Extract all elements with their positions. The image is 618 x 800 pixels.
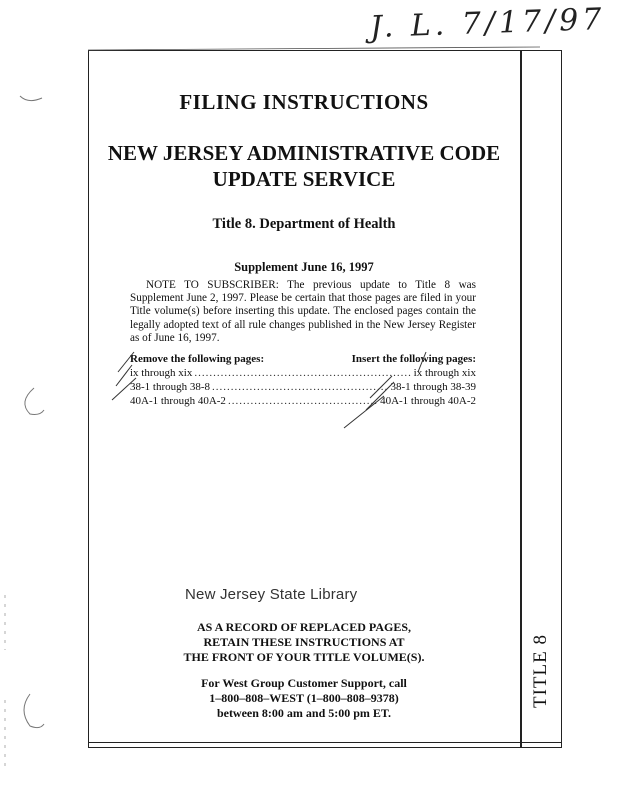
retain-line-3: THE FRONT OF YOUR TITLE VOLUME(S). [183,650,425,664]
support-line-3: between 8:00 am and 5:00 pm ET. [216,706,392,720]
remove-pages: 40A-1 through 40A-2 [130,395,226,407]
support-line-1: For West Group Customer Support, call [201,676,407,690]
table-row [130,394,476,408]
handwritten-initials-date: J. L. 7/17/97 [369,1,606,46]
subscriber-note-text: NOTE TO SUBSCRIBER: The previous update to Title 8 was Supplement June 2, 1997. Please be certain that those pages are filed in your Title volume(s) before inserting this update. The enclosed pages contain the legally adopted text of all rule changes published in the New Jersey Register as of June 16, 1997. [130,279,476,344]
table-row [130,380,476,394]
page-title: FILING INSTRUCTIONS [179,90,429,114]
side-divider [520,50,522,748]
remove-pages: ix through xix [130,367,193,379]
leader-dots [228,394,378,408]
insert-pages: 38-1 through 38-39 [390,381,476,393]
remove-header: Remove the following pages: [130,353,265,365]
insert-pages: ix through xix [413,367,476,379]
code-heading-line-2: UPDATE SERVICE [212,167,396,191]
remove-pages: 38-1 through 38-8 [130,381,211,393]
leader-dots [212,380,388,394]
customer-support [88,676,520,721]
code-heading [88,140,520,192]
library-stamp: New Jersey State Library [185,586,358,603]
code-heading-line-1: NEW JERSEY ADMINISTRATIVE CODE [107,141,501,165]
support-line-2: 1–800–808–WEST (1–800–808–9378) [209,691,399,705]
subscriber-note [130,279,476,345]
pages-table [130,352,476,408]
table-row [130,366,476,380]
supplement-date: Supplement June 16, 1997 [234,260,374,274]
side-title-label [526,628,556,714]
title-subtitle: Title 8. Department of Health [212,216,396,232]
pages-table-header [130,352,476,366]
retain-line-2: RETAIN THESE INSTRUCTIONS AT [203,635,405,649]
bottom-rule [88,742,562,743]
leader-dots [194,366,411,380]
retain-instructions [88,620,520,665]
side-title-text: TITLE 8 [530,633,552,709]
insert-header: Insert the following pages: [351,353,476,365]
retain-line-1: AS A RECORD OF REPLACED PAGES, [196,620,412,634]
insert-pages: 40A-1 through 40A-2 [380,395,476,407]
